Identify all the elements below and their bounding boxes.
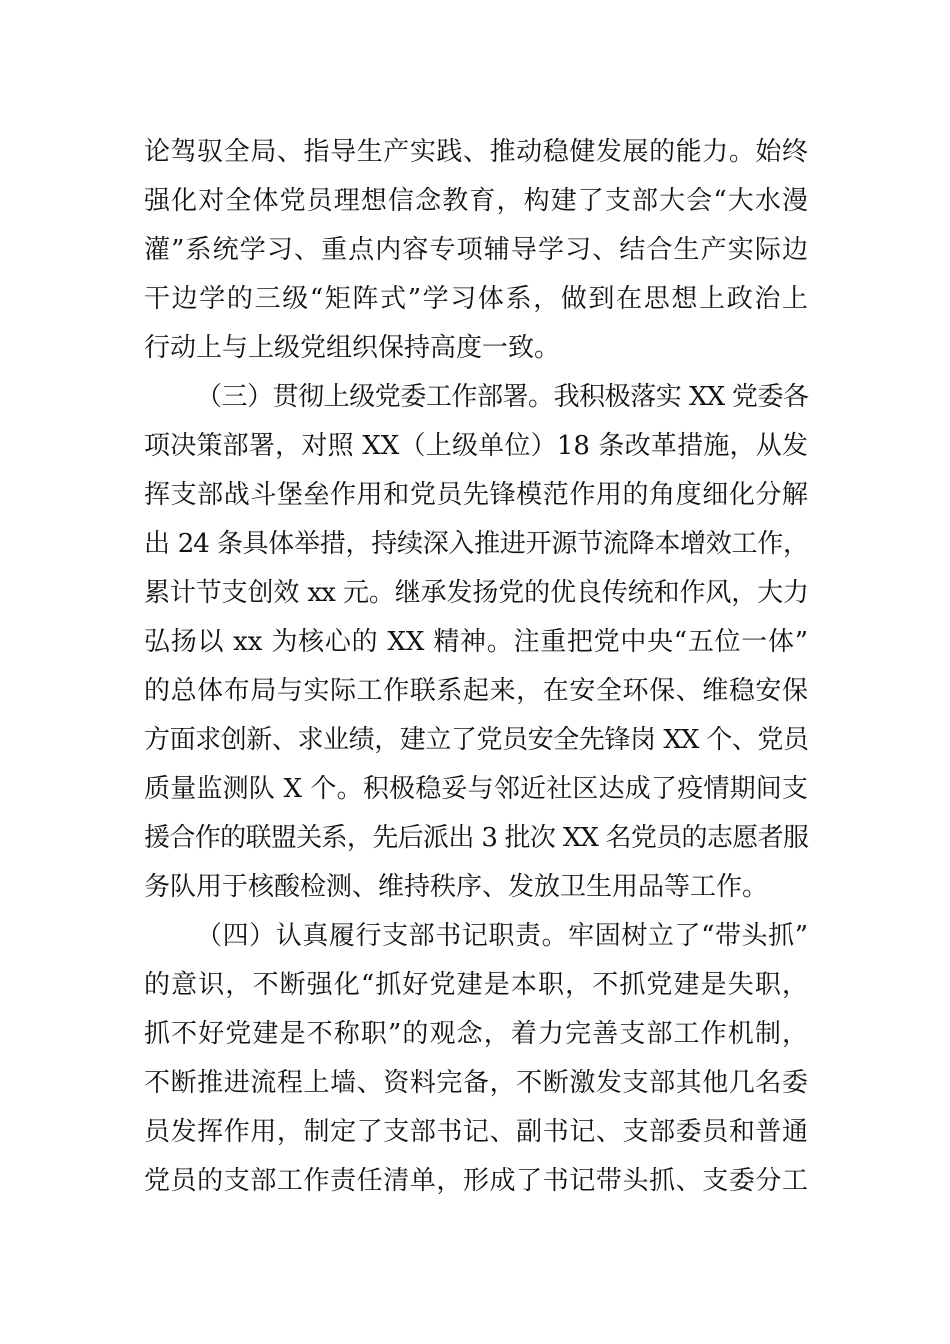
text-line: 的意识，不断强化“抓好党建是本职，不抓党建是失职， — [144, 970, 808, 1000]
text-line: 灌”系统学习、重点内容专项辅导学习、结合生产实际边 — [144, 235, 808, 265]
text-line: 行动上与上级党组织保持高度一致。 — [144, 333, 561, 363]
text-line: 干边学的三级“矩阵式”学习体系，做到在思想上政治上 — [144, 284, 808, 314]
text-line: 项决策部署，对照 XX（上级单位）18 条改革措施，从发 — [144, 431, 808, 461]
text-line: 抓不好党建是不称职”的观念，着力完善支部工作机制， — [144, 1019, 808, 1049]
body-text — [144, 128, 808, 1206]
text-line: 强化对全体党员理想信念教育，构建了支部大会“大水漫 — [144, 186, 808, 216]
text-line: 累计节支创效 xx 元。继承发扬党的优良传统和作风，大力 — [144, 578, 808, 608]
text-line: 不断推进流程上墙、资料完备，不断激发支部其他几名委 — [144, 1068, 808, 1098]
text-line: 弘扬以 xx 为核心的 XX 精神。注重把党中央“五位一体” — [144, 627, 808, 657]
section-heading-line: （三）贯彻上级党委工作部署。我积极落实 XX 党委各 — [196, 382, 808, 412]
text-line: 务队用于核酸检测、维持秩序、发放卫生用品等工作。 — [144, 872, 769, 902]
text-line: 出 24 条具体举措，持续深入推进开源节流降本增效工作， — [144, 529, 808, 559]
text-line: 质量监测队 X 个。积极稳妥与邻近社区达成了疫情期间支 — [144, 774, 808, 804]
text-line: 挥支部战斗堡垒作用和党员先锋模范作用的角度细化分解 — [144, 480, 808, 510]
text-line: 方面求创新、求业绩，建立了党员安全先锋岗 XX 个、党员 — [144, 725, 808, 755]
text-line: 论驾驭全局、指导生产实践、推动稳健发展的能力。始终 — [144, 137, 808, 167]
section-heading-line: （四）认真履行支部书记职责。牢固树立了“带头抓” — [196, 921, 808, 951]
text-line: 援合作的联盟关系，先后派出 3 批次 XX 名党员的志愿者服 — [144, 823, 808, 853]
text-line: 的总体布局与实际工作联系起来，在安全环保、维稳安保 — [144, 676, 808, 706]
text-line: 党员的支部工作责任清单，形成了书记带头抓、支委分工 — [144, 1166, 808, 1196]
text-line: 员发挥作用，制定了支部书记、副书记、支部委员和普通 — [144, 1117, 808, 1147]
